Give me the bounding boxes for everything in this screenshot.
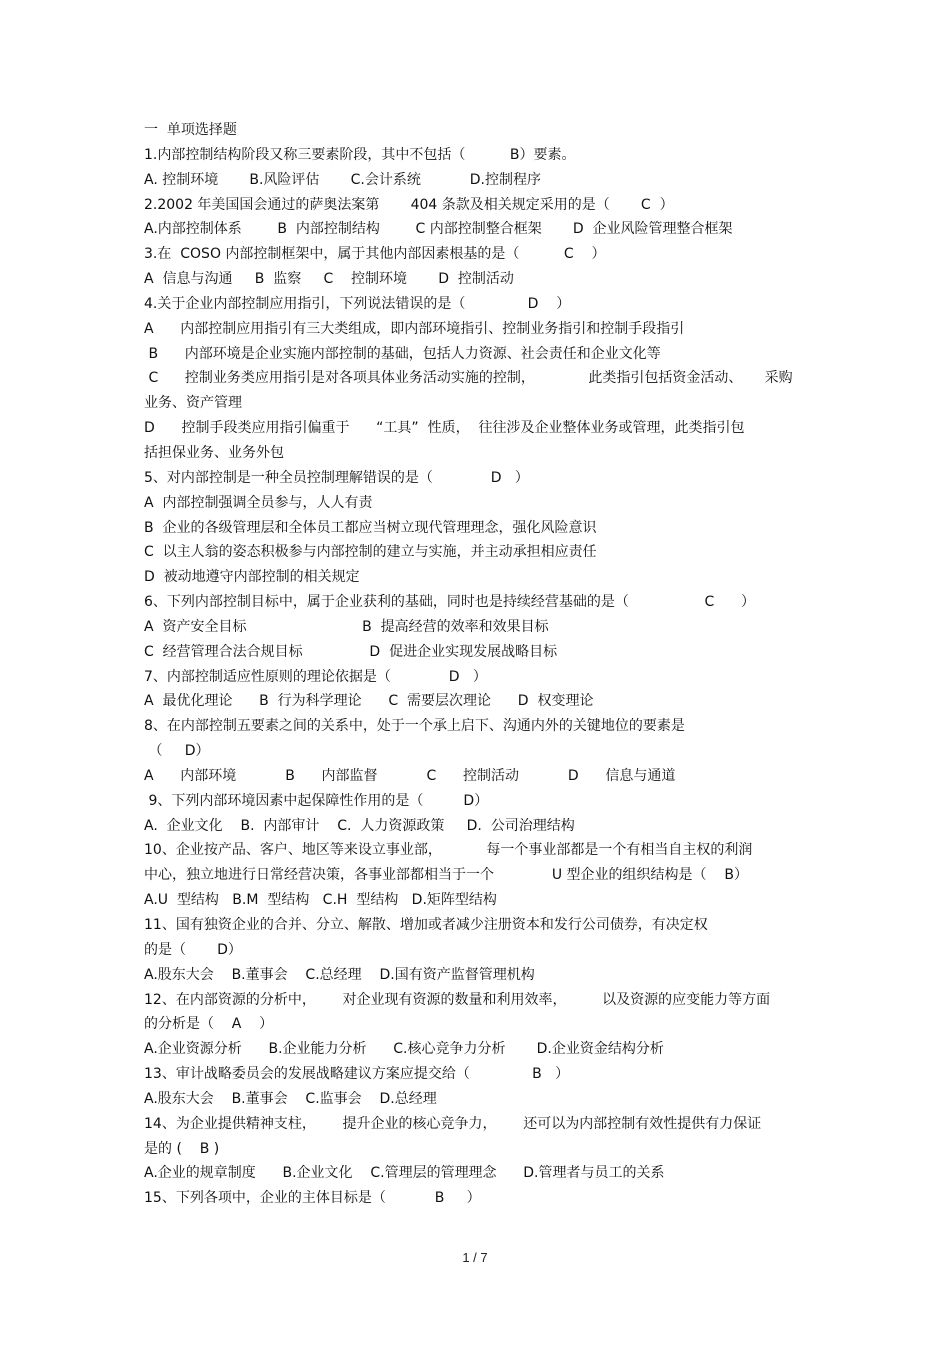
text-line: 是的 ( B ) (144, 1140, 220, 1157)
text-line: 8、在内部控制五要素之间的关系中，处于一个承上启下、沟通内外的关键地位的要素是 (144, 718, 685, 735)
text-line: A.企业的规章制度 B.企业文化 C.管理层的管理理念 D.管理者与员工的关系 (144, 1165, 665, 1182)
section-title: 一 单项选择题 (144, 122, 237, 138)
text-line: A 资产安全目标 B 提高经营的效率和效果目标 (144, 618, 549, 635)
text-line: 的分析是（ A ） (144, 1016, 274, 1033)
text-line: A. 控制环境 B.风险评估 C.会计系统 D.控制程序 (144, 171, 541, 188)
text-line: 括担保业务、业务外包 (144, 444, 284, 461)
text-line: 中心，独立地进行日常经营决策，各事业部都相当于一个 U 型企业的组织结构是（ B） (144, 867, 748, 884)
text-line: 11、国有独资企业的合并、分立、解散、增加或者减少注册资本和发行公司债券，有决定权 (144, 917, 708, 933)
text-line: A 信息与沟通 B 监察 C 控制环境 D 控制活动 (144, 271, 514, 288)
text-line: 3.在 COSO 内部控制框架中，属于其他内部因素根基的是（ C ） (144, 246, 606, 263)
text-line: A 内部控制应用指引有三大类组成，即内部环境指引、控制业务指引和控制手段指引 (144, 320, 685, 337)
text-line: 7、内部控制适应性原则的理论依据是（ D ） (144, 668, 487, 685)
text-line: A.股东大会 B.董事会 C.监事会 D.总经理 (144, 1090, 437, 1107)
text-line: 的是（ D） (144, 941, 242, 958)
text-line: 5、对内部控制是一种全员控制理解错误的是（ D ） (144, 469, 529, 486)
text-line: B 企业的各级管理层和全体员工都应当树立现代管理理念，强化风险意识 (144, 519, 597, 536)
text-line: 4.关于企业内部控制应用指引，下列说法错误的是（ D ） (144, 295, 571, 312)
text-line: A.企业资源分析 B.企业能力分析 C.核心竞争力分析 D.企业资金结构分析 (144, 1041, 664, 1058)
text-line: 14、为企业提供精神支柱， 提升企业的核心竞争力， 还可以为内部控制有效性提供有力保证 (144, 1115, 762, 1132)
text-line: C 控制业务类应用指引是对各项具体业务活动实施的控制， 此类指引包括资金活动、 采购 (144, 370, 793, 387)
text-line: 10、企业按产品、客户、地区等来设立事业部， 每一个事业部都是一个有相当自主权的利润 (144, 842, 753, 859)
text-line: C 经营管理合法合规目标 D 促进企业实现发展战略目标 (144, 643, 558, 660)
text-line: A. 企业文化 B. 内部审计 C. 人力资源政策 D. 公司治理结构 (144, 817, 575, 834)
text-line: A.股东大会 B.董事会 C.总经理 D.国有资产监督管理机构 (144, 966, 535, 983)
text-line: B 内部环境是企业实施内部控制的基础，包括人力资源、社会责任和企业文化等 (144, 345, 661, 362)
page-number: 1 / 7 (462, 1250, 488, 1265)
text-line: 6、下列内部控制目标中，属于企业获利的基础，同时也是持续经营基础的是（ C ） (144, 594, 756, 611)
text-line: A.内部控制体系 B 内部控制结构 C 内部控制整合框架 D 企业风险管理整合框架 (144, 221, 733, 238)
text-line: D 被动地遵守内部控制的相关规定 (144, 569, 360, 586)
question-lines (144, 143, 824, 1211)
text-line: A.U 型结构 B.M 型结构 C.H 型结构 D.矩阵型结构 (144, 892, 497, 909)
text-line: 13、审计战略委员会的发展战略建议方案应提交给（ B ） (144, 1066, 570, 1083)
text-line: 12、在内部资源的分析中， 对企业现有资源的数量和利用效率， 以及资源的应变能力等方面 (144, 991, 771, 1008)
text-line: A 内部控制强调全员参与，人人有责 (144, 494, 373, 511)
text-line: 2.2002 年美国国会通过的萨奥法案第 404 条款及相关规定采用的是（ C ） (144, 196, 674, 213)
text-line: 15、下列各项中，企业的主体目标是（ B ） (144, 1190, 481, 1207)
text-line: 业务、资产管理 (144, 395, 242, 412)
text-line: A 内部环境 B 内部监督 C 控制活动 D 信息与通道 (144, 767, 676, 784)
text-line: A 最优化理论 B 行为科学理论 C 需要层次理论 D 权变理论 (144, 693, 594, 710)
text-line: 9、下列内部环境因素中起保障性作用的是（ D） (144, 792, 489, 809)
text-line: 1.内部控制结构阶段又称三要素阶段，其中不包括（ B）要素。 (144, 146, 576, 163)
text-line: D 控制手段类应用指引偏重于 “工具” 性质， 往往涉及企业整体业务或管理，此类指引包 (144, 420, 745, 437)
text-line: C 以主人翁的姿态积极参与内部控制的建立与实施，并主动承担相应责任 (144, 544, 597, 561)
text-line: （ D） (144, 743, 210, 760)
question-list (144, 118, 824, 1211)
